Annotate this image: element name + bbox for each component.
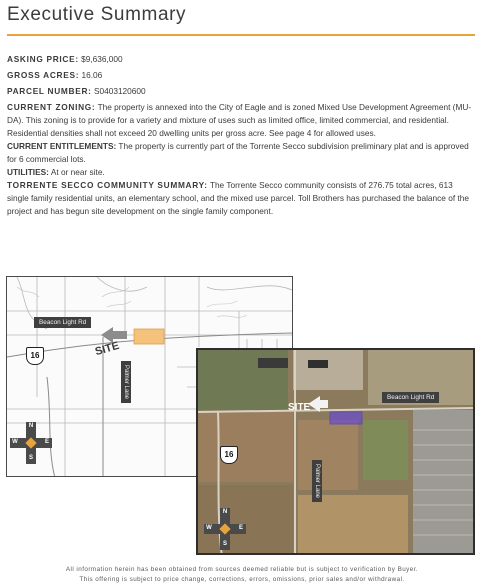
parcel-row <box>7 85 475 98</box>
compass-rose-icon <box>10 422 52 464</box>
community-text: The Torrente Secco community consists of 276.75 total acres, 613 single family residential units, an elementary school, and the mixed use parcel. Toll Brothers has purchased the balance of the project and has begun site development on the single family component. <box>7 180 469 216</box>
compass-e: E <box>44 439 49 445</box>
gross-acres-row <box>7 69 475 82</box>
compass-s: S <box>28 455 33 461</box>
compass-w: W <box>12 439 18 445</box>
asking-price-label: ASKING PRICE: <box>7 54 79 64</box>
entitlements-text: The property is currently part of the Torrente Secco subdivision preliminary plat and is approved for 6 commercial lots. <box>7 141 469 164</box>
parcel-label: PARCEL NUMBER: <box>7 86 92 96</box>
asking-price-row <box>7 53 475 66</box>
aerial-compass-e: E <box>238 525 243 531</box>
aerial-compass-n: N <box>222 509 228 515</box>
gross-acres-value: 16.06 <box>81 70 103 80</box>
community-label: TORRENTE SECCO COMMUNITY SUMMARY: <box>7 180 208 190</box>
zoning-label: CURRENT ZONING: <box>7 102 96 112</box>
aerial-highway-16-shield: 16 <box>220 446 238 464</box>
entitlements-paragraph <box>7 140 475 166</box>
aerial-compass-w: W <box>206 525 212 531</box>
aerial-beacon-light-label: Beacon Light Rd <box>382 392 439 403</box>
highway-16-shield: 16 <box>26 347 44 365</box>
aerial-compass-rose-icon <box>204 508 246 550</box>
title-divider <box>7 34 475 36</box>
gross-acres-label: GROSS ACRES: <box>7 70 80 80</box>
site-label: SITE <box>93 339 121 359</box>
utilities-label: UTILITIES: <box>7 167 49 177</box>
disclaimer-footer <box>0 565 484 585</box>
community-paragraph <box>7 179 475 218</box>
summary-section <box>7 53 475 218</box>
aerial-compass-s: S <box>222 541 227 547</box>
aerial-palmer-lane-label: Palmer Lane <box>312 460 322 502</box>
page-title: Executive Summary <box>7 4 187 25</box>
aerial-site-label: SITE <box>288 402 311 413</box>
zoning-text: The property is annexed into the City of Eagle and is zoned Mixed Use Development Agreement (MU-DA). This zoning is to provide for a variety and mixture of uses such as limited office, limited commercial, and residential. Residential densities shall not exceed 20 dwelling units per gross acre. See page 4 for allowed uses. <box>7 102 472 138</box>
parcel-value: S0403120600 <box>93 86 146 96</box>
palmer-lane-label: Palmer Lane <box>121 361 131 403</box>
disclaimer-line-2: This offering is subject to price change, corrections, errors, omissions, prior sales and/or withdrawal. <box>79 576 405 583</box>
disclaimer-line-1: All information herein has been obtained from sources deemed reliable but is subject to verification by Buyer. <box>65 566 419 573</box>
asking-price-value: $9,636,000 <box>81 54 123 64</box>
utilities-paragraph <box>7 166 475 179</box>
beacon-light-label: Beacon Light Rd <box>34 317 91 328</box>
aerial-map <box>196 348 475 555</box>
compass-n: N <box>28 423 34 429</box>
zoning-paragraph <box>7 101 475 140</box>
entitlements-label: CURRENT ENTITLEMENTS: <box>7 141 117 151</box>
utilities-text: At or near site. <box>50 167 105 177</box>
